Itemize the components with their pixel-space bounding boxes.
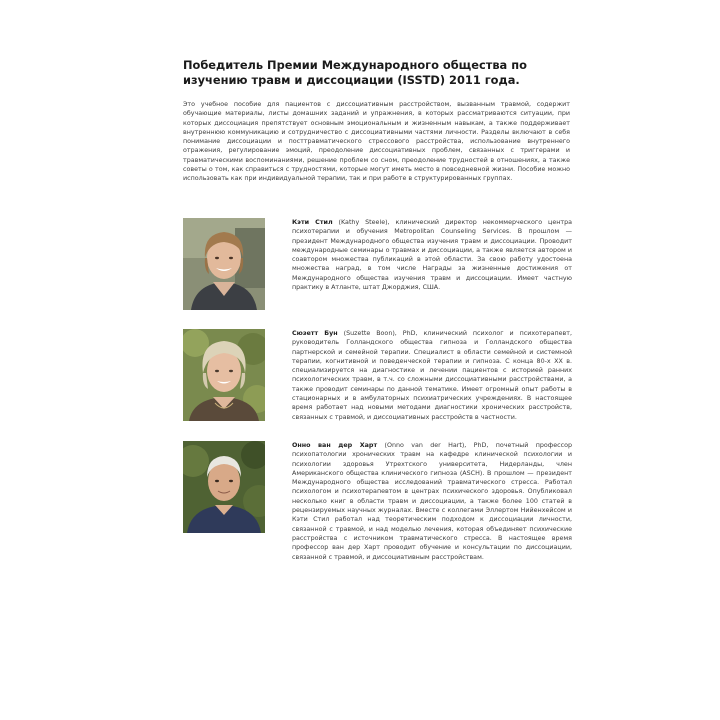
author-bio-suzette-boon	[292, 329, 572, 422]
author-bio-kathy-steele	[292, 218, 572, 292]
author-name: Сюзетт Бун	[292, 330, 338, 337]
author-name: Онно ван дер Харт	[292, 442, 378, 449]
author-bio-text: (Suzette Boon), PhD, клинический психолог и психотерапевт, руководитель Голландского общества гипноза и Голландского общества партнерской и семейной терапии. Специалист в области семейной и системной терапии, когнитивной и поведенческой терапии и гипноза. С конца 80-х XX в. специализируется на диагностике и лечении пациентов с историей ранних психологических травм, в т.ч. со сложными диссоциативными расстройствами, а также проводит семинары по данной тематике. Имеет огромный опыт работы в стационарных и в амбулаторных психиатрических учреждениях. В настоящее время работает над новыми методами диагностики хронических расстройств, связанных с травмой, и диссоциативных расстройств в частности.	[292, 330, 573, 421]
award-title: Победитель Премии Международного общества по изучению травм и диссоциации (ISSTD) 2011 года.	[183, 58, 527, 87]
author-bio-text: (Onno van der Hart), PhD, почетный профессор психопатологии хронических травм на кафедре клинической психологии и психологии здоровья Утрехтского университета, Нидерланды, член Американского общества клинического гипноза (ASCH). В прошлом — президент Международного общества исследований травматического стресса. Работал психологом и психотерапевтом в центрах психического здоровья. Опубликовал несколько книг в области травм и диссоциации, а также более 100 статей в рецензируемых научных журналах. Вместе с коллегами Эллертом Нийенхейсом и Кэти Стил работал над теоретическим подходом к диссоциации личности, связанной с травмой, и над моделью лечения, которая объединяет психические расстройства с источником травматического стресса. В настоящее время профессор ван дер Харт проводит обучение и консультации по диссоциации, связанной с травмой, и диссоциативным расстройствам.	[292, 442, 572, 561]
book-description: Это учебное пособие для пациентов с диссоциативным расстройством, вызванным травмой, содержит обучающие материалы, листы домашних заданий и упражнения, в которых рассматриваются ситуации, при которых диссоциация препятствует основным эмоциональным и жизненным навыкам, а также поддерживает внутреннюю коммуникацию и сотрудничество с диссоциативными частями личности. Разделы включают в себя понимание диссоциации и посттравматического стрессового расстройства, использование внутреннего отражения, регулирование эмоций, преодоление диссоциативных проблем, связанных с триггерами и травматическими воспоминаниями, решение проблем со сном, преодоление трудностей в отношениях, а также советы о том, как справиться с трудностями, которые могут иметь место в повседневной жизни. Пособие можно использовать как при индивидуальной терапии, так и при работе в структурированных группах.	[183, 101, 570, 182]
author-bio-text: (Kathy Steele), клинический директор некоммерческого центра психотерапии и обучения Metropolitan Counseling Services. В прошлом — президент Международного общества изучения травм и диссоциации. Проводит международные семинары о травмах и диссоциации, а также является автором и соавтором множества публикаций в этой области. За свою работу удостоена множества наград, в том числе Награды за жизненные достижения от Международного общества изучения травм и диссоциации. Имеет частную практику в Атланте, штат Джорджия, США.	[292, 219, 572, 292]
author-photo-suzette-boon	[183, 329, 265, 421]
author-name: Кэти Стил	[292, 219, 333, 226]
author-photo-onno-van-der-hart	[183, 441, 265, 533]
author-bio-onno-van-der-hart	[292, 441, 572, 562]
author-photo-kathy-steele	[183, 218, 265, 310]
